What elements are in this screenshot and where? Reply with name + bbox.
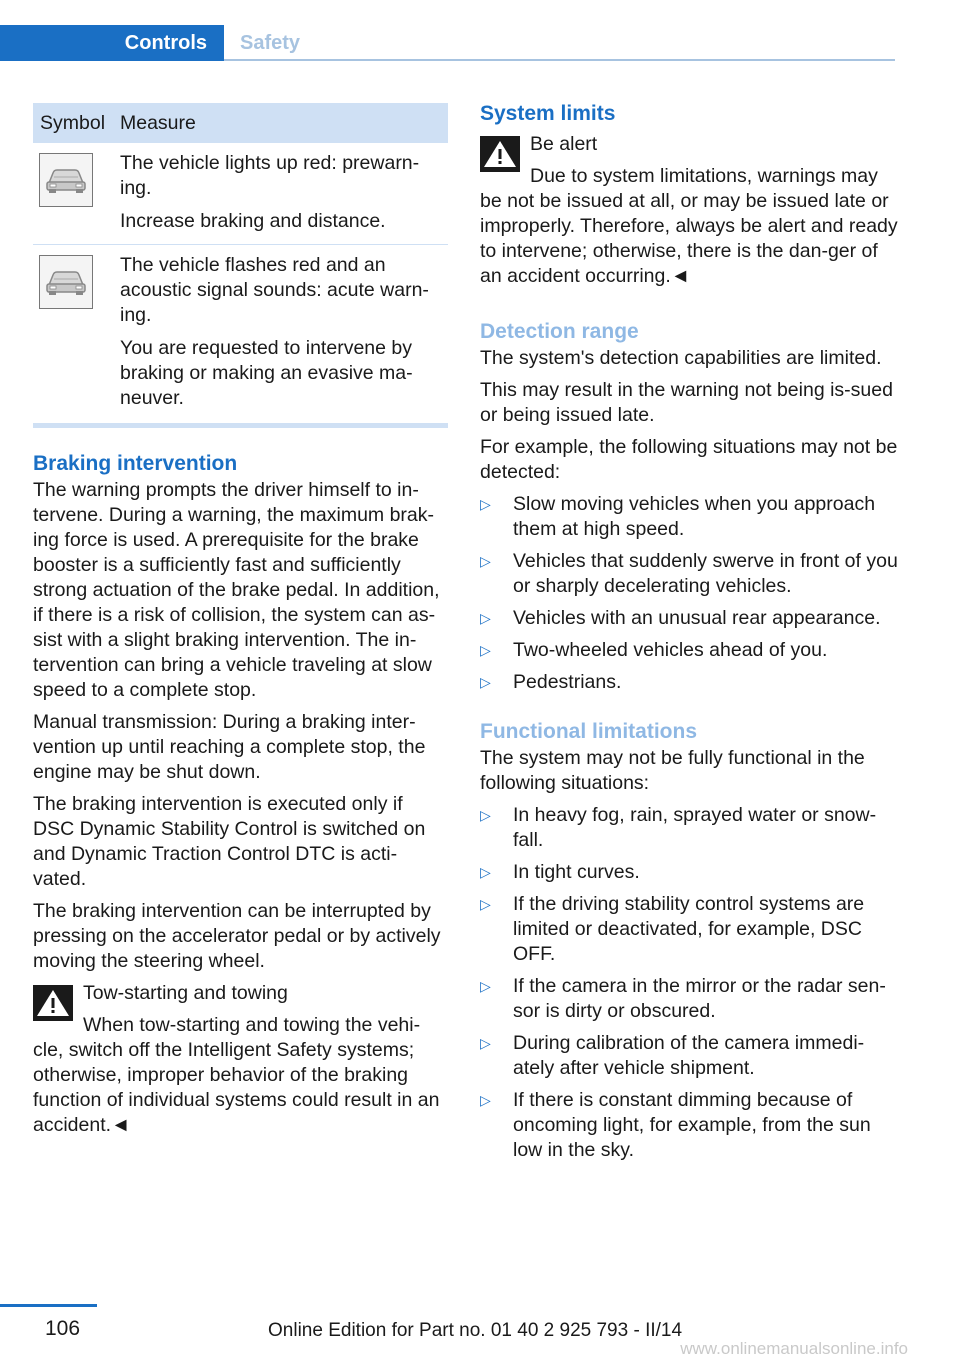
section-title-braking-intervention: Braking intervention [33,452,238,475]
table-row [33,143,448,245]
header-rule [224,59,895,61]
list-item: ▷ Pedestrians. [480,671,622,693]
list-item: ▷ Vehicles with an unusual rear appearance. [480,607,881,629]
paragraph: The system may not be fully functional in the following situations: [480,747,865,794]
list-item: ▷ If the camera in the mirror or the radar sen-sor is dirty or obscured. [480,975,886,1022]
warning-title: Be alert [530,133,598,155]
list-item: ▷ Two-wheeled vehicles ahead of you. [480,639,828,661]
list-item: ▷ If the driving stability control systems are limited or deactivated, for example, DSC OFF. [480,893,865,965]
triangle-bullet-icon: ▷ [480,896,491,912]
list-item: ▷ In heavy fog, rain, sprayed water or snow-fall. [480,804,877,851]
warning-triangle-icon [480,136,520,172]
measure-text: The vehicle lights up red: prewarn-ing. [120,152,420,199]
paragraph: The braking intervention can be interrupted by pressing on the accelerator pedal or by actively moving the steering wheel. [33,900,441,972]
list-item: ▷ In tight curves. [480,861,640,883]
triangle-bullet-icon: ▷ [480,496,491,512]
warning-text: When tow-starting and towing the vehi-cle, switch off the Intelligent Safety systems; otherwise, improper behavior of the braking function of individual systems could result in an accident.◄ [33,1014,440,1136]
paragraph: This may result in the warning not being is-sued or being issued late. [480,379,893,426]
triangle-bullet-icon: ▷ [480,1035,491,1051]
functional-limitations-list [480,803,898,1163]
list-item: ▷ Vehicles that suddenly swerve in front of you or sharply decelerating vehicles. [480,550,898,597]
warning-text: Due to system limitations, warnings may be not be issued at all, or may be issued late or improperly. Therefore, always be alert and ready to intervene; otherwise, there is the dan-ger of an accident occurring.◄ [480,165,898,287]
tab-safety[interactable]: Safety [240,32,301,54]
tab-controls[interactable]: Controls [0,25,224,61]
measure-text: Increase braking and distance. [120,210,386,232]
watermark: www.onlinemanualsonline.info [680,1339,908,1358]
paragraph: For example, the following situations may not be detected: [480,436,898,483]
triangle-bullet-icon: ▷ [480,978,491,994]
page-number: 106 [45,1317,81,1340]
list-item: ▷ If there is constant dimming because of oncoming light, for example, from the sun low in the sky. [480,1089,871,1161]
table-header-row [33,103,448,143]
warning-note-be-alert [480,132,898,289]
table-row [33,245,448,428]
column-header-symbol: Symbol [40,111,106,134]
list-item: ▷ Slow moving vehicles when you approach them at high speed. [480,493,876,540]
car-icon [39,153,93,207]
detection-list [480,492,898,695]
paragraph: Manual transmission: During a braking inter-vention up until reaching a complete stop, the engine may be shut down. [33,711,426,783]
triangle-bullet-icon: ▷ [480,610,491,626]
warning-triangle-icon [33,985,73,1021]
edition-footer: Online Edition for Part no. 01 40 2 925 793 - II/14 [268,1320,683,1341]
column-header-measure: Measure [120,111,196,134]
section-title-functional-limitations: Functional limitations [480,720,698,743]
measure-text: The vehicle flashes red and an acoustic signal sounds: acute warn-ing. [120,254,429,326]
triangle-bullet-icon: ▷ [480,864,491,880]
right-column [480,100,898,1170]
triangle-bullet-icon: ▷ [480,642,491,658]
paragraph: The braking intervention is executed only if DSC Dynamic Stability Control is switched on and Dynamic Traction Control DTC is acti-vated. [33,793,426,890]
paragraph: The system's detection capabilities are limited. [480,347,882,369]
triangle-bullet-icon: ▷ [480,674,491,690]
left-column [33,103,448,1145]
car-icon [39,255,93,309]
measure-text: You are requested to intervene by braking or making an evasive ma-neuver. [120,337,413,409]
symbol-table [33,103,448,428]
section-title-system-limits: System limits [480,102,616,125]
triangle-bullet-icon: ▷ [480,807,491,823]
warning-note-towing [33,981,448,1138]
warning-title: Tow-starting and towing [83,982,288,1004]
chapter-tab-bar [0,25,895,61]
triangle-bullet-icon: ▷ [480,1092,491,1108]
section-title-detection-range: Detection range [480,320,639,343]
paragraph: The warning prompts the driver himself to in-tervene. During a warning, the maximum brak-ing force is used. A prerequisite for the brake booster is a sufficiently fast and sufficiently strong actuation of the brake pedal. In addition, if there is a risk of collision, the system can as-sist with a slight braking intervention. The in-tervention can bring a vehicle traveling at slow speed to a complete stop. [33,479,440,701]
list-item: ▷ During calibration of the camera immedi-ately after vehicle shipment. [480,1032,865,1079]
triangle-bullet-icon: ▷ [480,553,491,569]
page-number-rule [0,1304,97,1307]
